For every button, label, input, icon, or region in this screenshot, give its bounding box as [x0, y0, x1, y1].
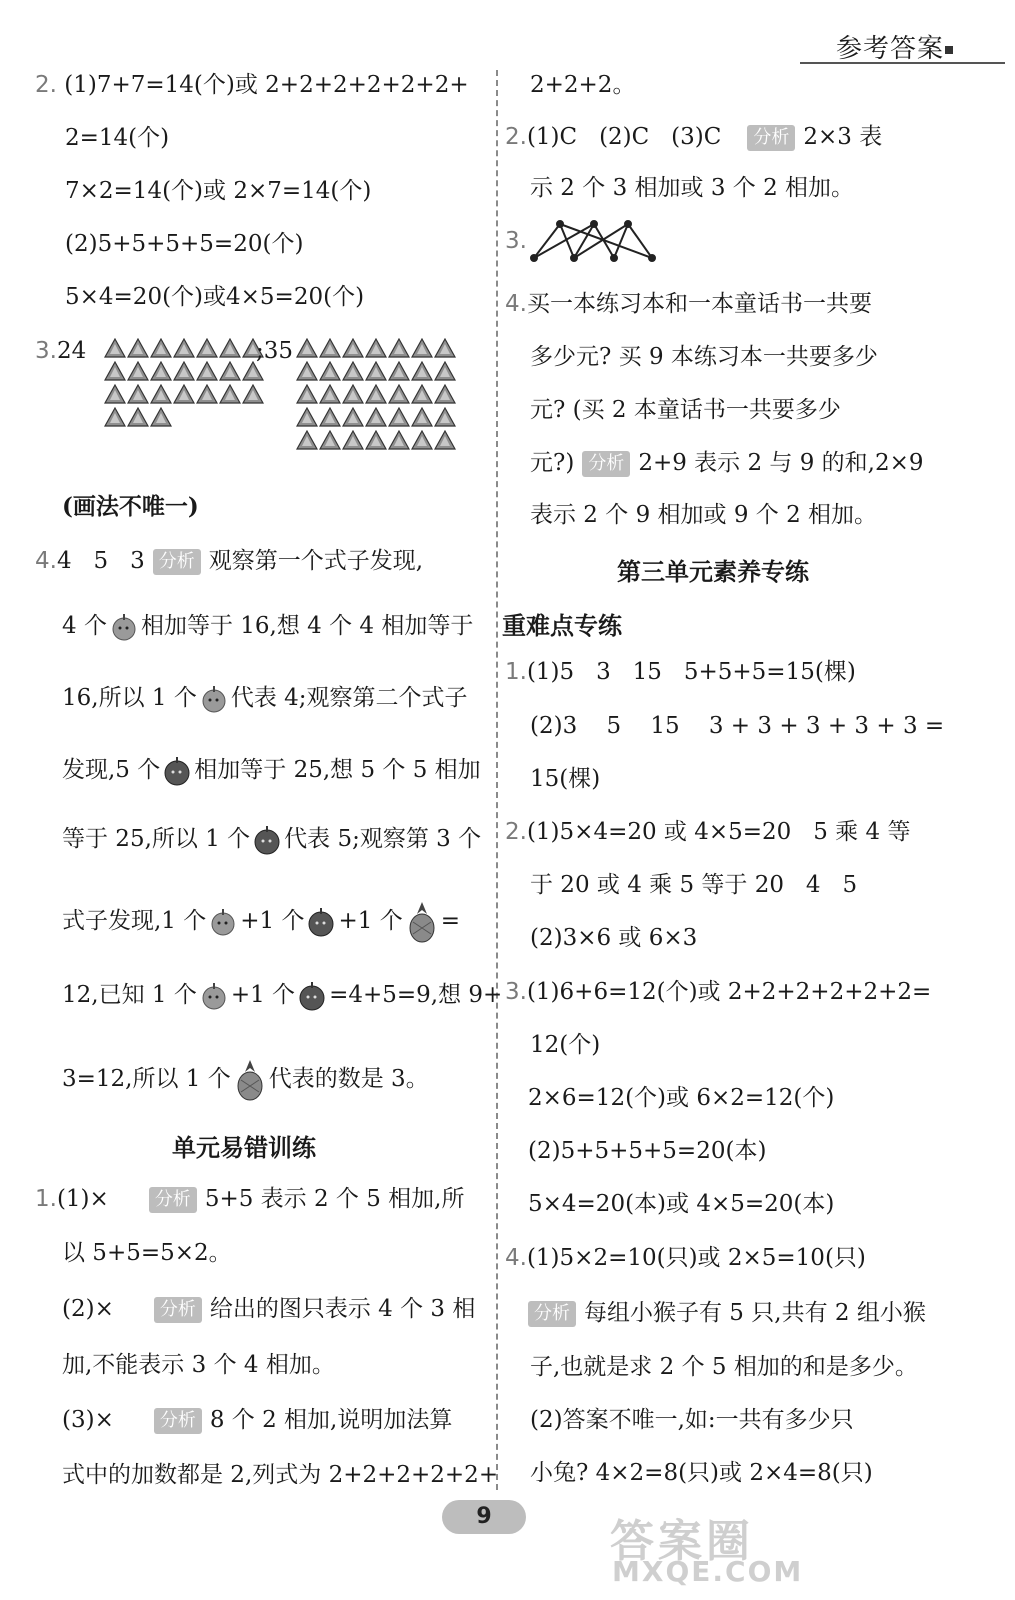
z1-line3: 15(棵) — [530, 766, 601, 792]
q2-line1 — [35, 70, 469, 100]
r-q4-line1 — [505, 289, 872, 319]
r-q2-text1: 2×3 表 — [803, 124, 883, 150]
r-q3-number: 3. — [505, 228, 527, 254]
q4-answer: 4 5 3 — [56, 548, 145, 574]
triangle-icon — [150, 407, 172, 427]
z2-number: 2. — [505, 819, 527, 845]
triangle-icon — [319, 407, 341, 427]
e1-line3 — [62, 1294, 475, 1324]
triangle-icon — [173, 361, 195, 381]
triangle-icon — [104, 338, 126, 358]
r-q4-text1: 买一本练习本和一本童话书一共要 — [526, 291, 872, 317]
q4-line8 — [62, 1058, 429, 1102]
apple-icon — [162, 756, 192, 786]
watermark-title: 答案圈 — [610, 1516, 754, 1567]
q2-number: 2. — [35, 72, 57, 98]
q4-l2b: 相加等于 16,想 4 个 4 相加等于 — [140, 613, 474, 639]
analysis-badge: 分析 — [582, 451, 630, 477]
r-q2-line1 — [505, 122, 882, 152]
header-title: 参考答案 — [836, 34, 945, 64]
z3-number: 3. — [505, 979, 527, 1005]
triangle-icon — [342, 384, 364, 404]
triangle-icon — [388, 407, 410, 427]
triangle-icon — [173, 384, 195, 404]
triangle-icon — [150, 361, 172, 381]
z2-line1 — [505, 817, 910, 847]
q4-line3 — [62, 683, 468, 714]
triangle-icon — [196, 338, 218, 358]
z2-line3: (2)3×6 或 6×3 — [530, 925, 698, 951]
triangle-icon — [296, 361, 318, 381]
e1-text2: 给出的图只表示 4 个 3 相 — [209, 1296, 476, 1322]
q2-text1: (1)7+7=14(个)或 2+2+2+2+2+2+ — [64, 72, 469, 98]
triangle-icon — [296, 430, 318, 450]
q4-l7a: 12,已知 1 个 — [62, 982, 197, 1008]
section-heading-unit3: 第三单元素养专练 — [617, 558, 809, 586]
q4-l7c: =4+5=9,想 9+ — [329, 982, 503, 1008]
z3-line1 — [505, 977, 931, 1007]
q4-l8a: 3=12,所以 1 个 — [62, 1066, 231, 1092]
q2-line4: (2)5+5+5+5=20(个) — [65, 231, 304, 257]
e1-answer3: (3)× — [62, 1407, 114, 1433]
q4-l4b: 相加等于 25,想 5 个 5 相加 — [194, 757, 481, 783]
r-q2-line2: 示 2 个 3 相加或 3 个 2 相加。 — [530, 175, 855, 201]
q4-line2 — [62, 611, 473, 642]
q4-l6d: = — [440, 908, 460, 934]
triangle-icon — [296, 407, 318, 427]
triangle-icon — [127, 384, 149, 404]
triangle-icon — [219, 361, 241, 381]
triangle-icon — [411, 338, 433, 358]
q4-line5 — [62, 824, 481, 855]
e1-line2: 以 5+5=5×2。 — [62, 1240, 232, 1266]
q3-line — [35, 336, 86, 366]
z4-text2: 每组小猴子有 5 只,共有 2 组小猴 — [584, 1300, 926, 1326]
triangle-icon — [127, 407, 149, 427]
r-q4-text4b: 2+9 表示 2 与 9 的和,2×9 — [638, 450, 924, 476]
e1-line5 — [62, 1405, 452, 1435]
q3-sep: ;35 — [256, 338, 294, 364]
z3-line4: (2)5+5+5+5=20(本) — [528, 1138, 767, 1164]
triangle-icon — [342, 361, 364, 381]
q4-line7 — [62, 980, 502, 1011]
triangle-icon — [104, 407, 126, 427]
apple-icon — [297, 981, 327, 1011]
triangle-icon — [196, 384, 218, 404]
q3-answer-a: 24 — [56, 338, 87, 364]
triangle-icon — [127, 361, 149, 381]
r-q4-line2: 多少元? 买 9 本练习本一共要多少 — [530, 344, 878, 370]
triangle-icon — [319, 430, 341, 450]
triangle-icon — [411, 384, 433, 404]
triangle-icon — [127, 338, 149, 358]
pear-icon — [109, 612, 139, 642]
pear-icon — [199, 981, 229, 1011]
z3-line2: 12(个) — [530, 1032, 601, 1058]
analysis-badge: 分析 — [747, 125, 795, 151]
q4-l6b: +1 个 — [240, 908, 305, 934]
e1-line4: 加,不能表示 3 个 4 相加。 — [62, 1352, 335, 1378]
e1-line6: 式中的加数都是 2,列式为 2+2+2+2+2+ — [62, 1462, 499, 1488]
r-q2-answer: (1)C (2)C (3)C — [526, 124, 722, 150]
r-q3-line — [505, 226, 527, 256]
triangle-icon — [388, 338, 410, 358]
triangle-icon — [411, 407, 433, 427]
triangle-icon — [319, 384, 341, 404]
q4-line1 — [35, 546, 423, 576]
e1-answer1: (1)× — [56, 1186, 109, 1212]
triangle-icon — [342, 430, 364, 450]
pineapple-icon — [405, 900, 439, 944]
q4-line4 — [62, 755, 481, 786]
analysis-badge: 分析 — [153, 549, 201, 575]
q4-l3b: 代表 4;观察第二个式子 — [230, 685, 468, 711]
q3-note: (画法不唯一) — [62, 493, 199, 520]
triangle-icon — [219, 384, 241, 404]
triangle-icon — [388, 384, 410, 404]
triangle-icon — [388, 361, 410, 381]
triangle-icon — [104, 361, 126, 381]
z4-line5: 小兔? 4×2=8(只)或 2×4=8(只) — [530, 1460, 873, 1486]
watermark-url: MXQE.COM — [612, 1555, 804, 1588]
r-q4-line5: 表示 2 个 9 相加或 9 个 2 相加。 — [530, 502, 878, 528]
z1-number: 1. — [505, 659, 527, 685]
q4-l8b: 代表的数是 3。 — [268, 1066, 429, 1092]
analysis-badge: 分析 — [154, 1408, 202, 1434]
r-q4-line4 — [530, 448, 924, 478]
q4-l5a: 等于 25,所以 1 个 — [62, 826, 251, 852]
e1-answer2: (2)× — [62, 1296, 114, 1322]
z3-line3: 2×6=12(个)或 6×2=12(个) — [528, 1085, 835, 1111]
triangle-icon — [388, 430, 410, 450]
q4-l6c: +1 个 — [338, 908, 403, 934]
triangle-icon — [219, 338, 241, 358]
line-connection-diagram — [530, 218, 658, 264]
z1-line2: (2)3 5 15 3 + 3 + 3 + 3 + 3 = — [530, 713, 945, 739]
watermark — [600, 1505, 990, 1590]
header-rule — [800, 62, 1005, 64]
z4-line4: (2)答案不唯一,如:一共有多少只 — [530, 1407, 854, 1433]
z1-text1: (1)5 3 15 5+5+5=15(棵) — [526, 659, 856, 685]
r-continuation: 2+2+2。 — [530, 72, 636, 98]
triangle-icon — [411, 361, 433, 381]
z4-line3: 子,也就是求 2 个 5 相加的和是多少。 — [530, 1354, 918, 1380]
e1-text3: 8 个 2 相加,说明加法算 — [209, 1407, 453, 1433]
z3-line5: 5×4=20(本)或 4×5=20(本) — [528, 1191, 835, 1217]
q4-line6 — [62, 900, 460, 944]
analysis-badge: 分析 — [149, 1187, 197, 1213]
pear-icon — [208, 907, 238, 937]
triangle-icon — [150, 338, 172, 358]
z4-number: 4. — [505, 1245, 527, 1271]
q4-l5b: 代表 5;观察第 3 个 — [284, 826, 482, 852]
analysis-badge: 分析 — [154, 1297, 202, 1323]
q4-number: 4. — [35, 548, 57, 574]
header-mark — [945, 46, 953, 54]
z4-line2 — [520, 1298, 926, 1328]
r-q4-text4a: 元?) — [530, 450, 575, 476]
apple-icon — [306, 907, 336, 937]
triangle-icon — [434, 361, 456, 381]
triangle-grid-35 — [296, 338, 456, 453]
triangle-icon — [365, 407, 387, 427]
page-header — [800, 28, 1005, 64]
q3-number: 3. — [35, 338, 57, 364]
q4-text1: 观察第一个式子发现, — [208, 548, 424, 574]
triangle-icon — [365, 338, 387, 358]
triangle-icon — [242, 384, 264, 404]
triangle-icon — [434, 407, 456, 427]
q2-line5: 5×4=20(个)或4×5=20(个) — [65, 284, 365, 310]
section-heading-errors: 单元易错训练 — [172, 1134, 316, 1162]
q2-line2: 2=14(个) — [65, 125, 170, 151]
triangle-icon — [104, 384, 126, 404]
r-q4-line3: 元? (买 2 本童话书一共要多少 — [530, 397, 841, 423]
apple-icon — [252, 825, 282, 855]
q4-l4a: 发现,5 个 — [62, 757, 161, 783]
triangle-grid-24 — [104, 338, 264, 430]
triangle-icon — [411, 430, 433, 450]
triangle-icon — [434, 384, 456, 404]
q4-l2a: 4 个 — [62, 613, 107, 639]
q4-l3a: 16,所以 1 个 — [62, 685, 197, 711]
q2-line3: 7×2=14(个)或 2×7=14(个) — [65, 178, 372, 204]
pear-icon — [199, 684, 229, 714]
r-q4-number: 4. — [505, 291, 527, 317]
triangle-icon — [365, 430, 387, 450]
column-divider — [496, 70, 498, 1490]
triangle-icon — [150, 384, 172, 404]
triangle-icon — [319, 361, 341, 381]
triangle-icon — [365, 384, 387, 404]
z4-line1 — [505, 1243, 866, 1273]
z2-line2: 于 20 或 4 乘 5 等于 20 4 5 — [530, 872, 858, 898]
triangle-icon — [434, 430, 456, 450]
page-number: 9 — [442, 1500, 526, 1534]
e1-number: 1. — [35, 1186, 57, 1212]
z4-text1: (1)5×2=10(只)或 2×5=10(只) — [526, 1245, 866, 1271]
q4-l7b: +1 个 — [230, 982, 296, 1008]
subsection-heading: 重难点专练 — [502, 612, 622, 640]
triangle-icon — [196, 361, 218, 381]
e1-line1 — [35, 1184, 464, 1214]
analysis-badge: 分析 — [528, 1301, 576, 1327]
triangle-icon — [342, 338, 364, 358]
e1-text1: 5+5 表示 2 个 5 相加,所 — [204, 1186, 465, 1212]
pineapple-icon — [233, 1058, 267, 1102]
triangle-icon — [434, 338, 456, 358]
z3-text1: (1)6+6=12(个)或 2+2+2+2+2+2= — [526, 979, 932, 1005]
r-q2-number: 2. — [505, 124, 527, 150]
triangle-icon — [365, 361, 387, 381]
q4-l6a: 式子发现,1 个 — [62, 908, 207, 934]
z1-line1 — [505, 657, 856, 687]
triangle-icon — [173, 338, 195, 358]
z2-text1: (1)5×4=20 或 4×5=20 5 乘 4 等 — [526, 819, 911, 845]
triangle-icon — [342, 407, 364, 427]
triangle-icon — [296, 338, 318, 358]
triangle-icon — [319, 338, 341, 358]
triangle-icon — [296, 384, 318, 404]
